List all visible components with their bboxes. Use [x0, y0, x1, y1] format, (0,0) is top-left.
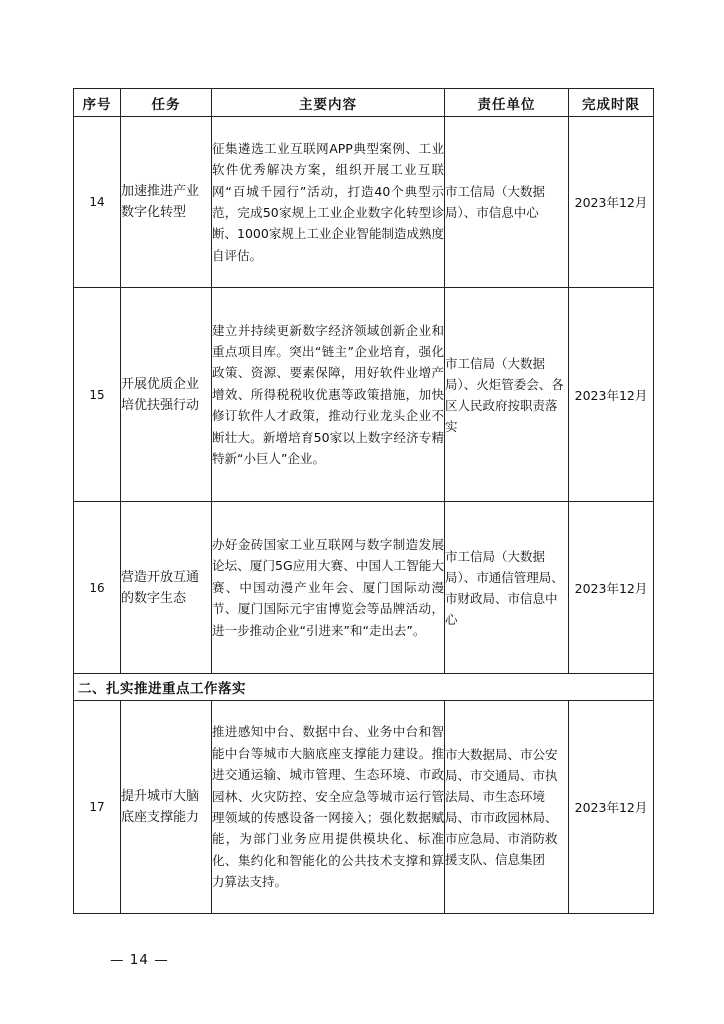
row-task: 开展优质企业培优扶强行动	[121, 288, 212, 502]
row-content: 推进感知中台、数据中台、业务中台和智能中台等城市大脑底座支撑能力建设。推进交通运输、城市管理、生态环境、市政园林、火灾防控、安全应急等城市运行管理领域的传感设备一网接入；强化数据赋能，为部门业务应用提供模块化、标准化、集约化和智能化的公共技术支撑和算力算法支持。	[212, 701, 445, 914]
row-content: 征集遴选工业互联网APP典型案例、工业软件优秀解决方案，组织开展工业互联网“百城千园行”活动，打造40个典型示范，完成50家规上工业企业数字化转型诊断、1000家规上工业企业智能制造成熟度自评估。	[212, 117, 445, 288]
row-deadline: 2023年12月	[569, 701, 654, 914]
row-unit: 市工信局（大数据局）、市通信管理局、市财政局、市信息中心	[445, 502, 569, 674]
row-task: 加速推进产业数字化转型	[121, 117, 212, 288]
row-number: 17	[74, 701, 121, 914]
row-unit: 市工信局（大数据局）、市信息中心	[445, 117, 569, 288]
header-unit: 责任单位	[445, 89, 569, 117]
row-content: 建立并持续更新数字经济领域创新企业和重点项目库。突出“链主”企业培育，强化政策、资源、要素保障，用好软件业增产增效、所得税税收优惠等政策措施，加快修订软件人才政策，推动行业龙头企业不断壮大。新增培育50家以上数字经济专精特新“小巨人”企业。	[212, 288, 445, 502]
section-row	[74, 674, 654, 701]
header-content: 主要内容	[212, 89, 445, 117]
row-task: 营造开放互通的数字生态	[121, 502, 212, 674]
row-unit: 市工信局（大数据局）、火炬管委会、各区人民政府按职责落实	[445, 288, 569, 502]
row-number: 14	[74, 117, 121, 288]
table-row	[74, 701, 654, 914]
header-number: 序号	[74, 89, 121, 117]
table-row	[74, 288, 654, 502]
header-task: 任务	[121, 89, 212, 117]
table-row	[74, 502, 654, 674]
row-deadline: 2023年12月	[569, 117, 654, 288]
row-content: 办好金砖国家工业互联网与数字制造发展论坛、厦门5G应用大赛、中国人工智能大赛、中国动漫产业年会、厦门国际动漫节、厦门国际元宇宙博览会等品牌活动，进一步推动企业“引进来”和“走出去”。	[212, 502, 445, 674]
row-deadline: 2023年12月	[569, 502, 654, 674]
header-deadline: 完成时限	[569, 89, 654, 117]
table-row	[74, 117, 654, 288]
row-deadline: 2023年12月	[569, 288, 654, 502]
task-table	[73, 88, 654, 914]
row-task: 提升城市大脑底座支撑能力	[121, 701, 212, 914]
section-title: 二、扎实推进重点工作落实	[74, 674, 654, 701]
table-header-row	[74, 89, 654, 117]
row-unit: 市大数据局、市公安局、市交通局、市执法局、市生态环境局、市市政园林局、市应急局、市消防救援支队、信息集团	[445, 701, 569, 914]
page-number: — 14 —	[110, 952, 169, 968]
row-number: 15	[74, 288, 121, 502]
row-number: 16	[74, 502, 121, 674]
